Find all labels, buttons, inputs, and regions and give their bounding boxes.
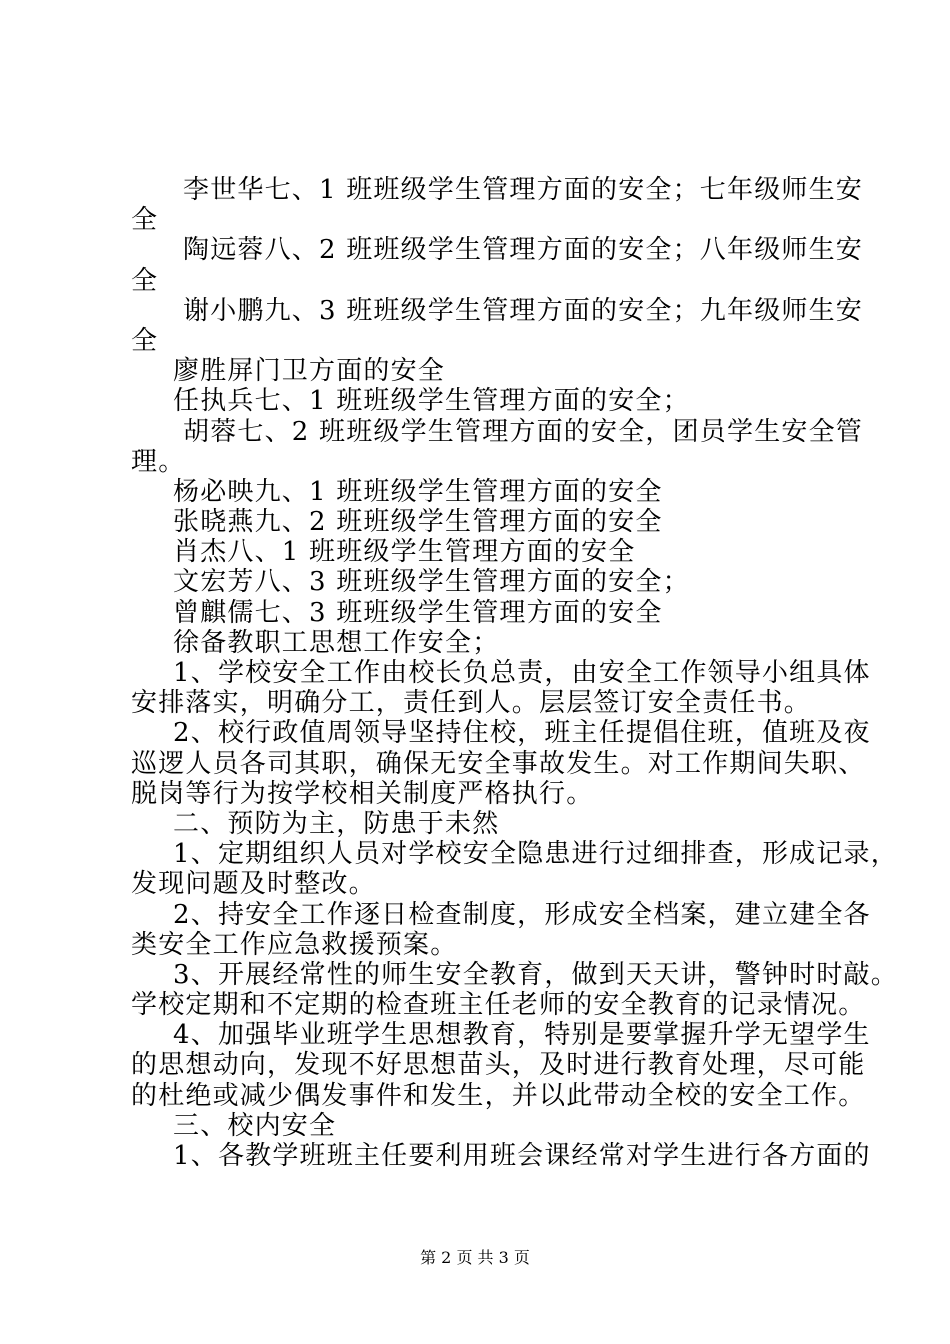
text-line: 三、校内安全	[173, 1110, 337, 1141]
text-line: 2、校行政值周领导坚持住校，班主任提倡住班，值班及夜	[173, 718, 871, 749]
page-footer: 第 2 页 共 3 页	[420, 1248, 530, 1267]
text-line: 发现问题及时整改。	[131, 869, 376, 900]
text-line: 1、学校安全工作由校长负总责，由安全工作领导小组具体	[173, 658, 871, 688]
text-line: 任执兵七、1 班班级学生管理方面的安全；	[173, 386, 690, 417]
text-line: 全	[131, 265, 159, 296]
text-line: 理。	[131, 446, 186, 477]
text-line: 陶远蓉八、2 班班级学生管理方面的安全；八年级师生安	[183, 235, 864, 266]
text-line: 李世华七、1 班班级学生管理方面的安全；七年级师生安	[183, 175, 864, 205]
text-line: 类安全工作应急救援预案。	[131, 929, 458, 960]
text-line: 巡逻人员各司其职，确保无安全事故发生。对工作期间失职、	[131, 748, 866, 779]
text-line: 廖胜屏门卫方面的安全	[173, 356, 446, 387]
text-line: 2、持安全工作逐日检查制度，形成安全档案，建立建全各	[173, 899, 871, 930]
text-line: 4、加强毕业班学生思想教育，特别是要掌握升学无望学生	[173, 1020, 871, 1051]
document-body	[131, 175, 898, 1171]
text-line: 二、预防为主，防患于未然	[173, 808, 500, 839]
text-line: 1、定期组织人员对学校安全隐患进行过细排查，形成记录，	[173, 839, 898, 870]
text-line: 肖杰八、1 班班级学生管理方面的安全	[173, 537, 636, 568]
text-line: 学校定期和不定期的检查班主任老师的安全教育的记录情况。	[131, 990, 866, 1021]
text-line: 的杜绝或减少偶发事件和发生，并以此带动全校的安全工作。	[131, 1080, 866, 1111]
text-line: 3、开展经常性的师生安全教育，做到天天讲，警钟时时敲。	[173, 959, 898, 990]
text-line: 曾麒儒七、3 班班级学生管理方面的安全	[173, 597, 663, 628]
text-line: 杨必映九、1 班班级学生管理方面的安全	[173, 476, 663, 507]
text-line: 脱岗等行为按学校相关制度严格执行。	[131, 778, 594, 809]
text-line: 张晓燕九、2 班班级学生管理方面的安全	[173, 507, 663, 538]
text-line: 文宏芳八、3 班班级学生管理方面的安全；	[173, 567, 690, 598]
text-line: 胡蓉七、2 班班级学生管理方面的安全，团员学生安全管	[183, 416, 864, 447]
text-line: 全	[131, 325, 159, 356]
text-line: 安排落实，明确分工，责任到人。层层签订安全责任书。	[131, 688, 812, 719]
text-line: 的思想动向，发现不好思想苗头，及时进行教育处理，尽可能	[131, 1050, 866, 1081]
text-line: 全	[131, 205, 159, 236]
text-line: 徐备教职工思想工作安全；	[173, 627, 500, 658]
text-line: 1、各教学班班主任要利用班会课经常对学生进行各方面的	[173, 1141, 871, 1171]
text-line: 谢小鹏九、3 班班级学生管理方面的安全；九年级师生安	[183, 295, 864, 326]
